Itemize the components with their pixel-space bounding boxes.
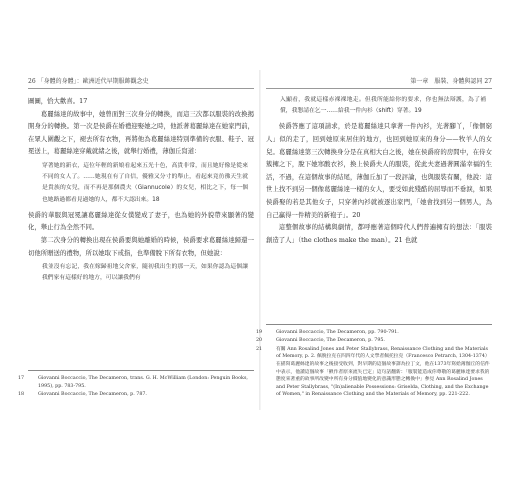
left-page-number: 26 — [28, 78, 36, 85]
footnote: 17 Giovanni Boccaccio, The Decameron, trans. G. H. McWilliam (London: Penguin Books, 1995), pp. 783-795. — [18, 376, 248, 389]
left-paragraph-4: 第二次身分的轉換出現在侯爵要與她離婚的時候，侯爵要求葛麗絲達歸還一切他所贈送的禮物，所以她取下戒指，也準備脫下所有衣物，但她說： — [28, 235, 254, 257]
left-paragraph-2: 葛麗絲達的故事中，她曾面對三次身分的轉換，而這三次都以服裝的改換揭開身分的轉換。第一次是侯爵在婚禮迎娶她之時，他派著葛麗絲達在她家門前，在眾人圍觀之下，褪去所有衣物，再將他為葛麗絲達特別準備的衣服、鞋子、冠冕送上，葛麗絲達穿戴就緒之後，就舉行婚禮，薄伽丘寫道： — [28, 109, 254, 156]
left-block-quote-2: 我並沒有忘記，我在嫁歸祖地父舍家，隨初我出生的那一天，如果你認為這個讓我們家有這樣好的地方，可以讓我們有 — [42, 264, 248, 282]
left-paragraph-1: 圖圖，恰大歡喜。17 — [28, 97, 88, 105]
right-running-header — [266, 76, 492, 89]
right-header-title: 第一章 服裝、身體與認同 — [410, 78, 483, 85]
right-page — [256, 76, 492, 406]
footnote: 19 Giovanni Boccaccio, The Decameron, pp. 790-791. — [256, 329, 399, 335]
book-gutter — [259, 70, 261, 410]
left-footnotes — [18, 370, 254, 400]
right-block-quote-continued: 入顯看，我就這樣赤裸裸地走。但我所能給你的要求，你也無法辯護，為了補償，我懇請在乞一……給我一件內衫（shift）穿著。19 — [280, 97, 486, 115]
footnote: 21 有關 Ann Rosalind Jones and Peter Stallybrass, Renaissance Clothing and the Materials of Memory, p. 2. 佩脫拉克在四四年代的人文學者佩托拉克（Francesco Petrarch, 1304-1374）在描寫葛麗絲達的故事之後接受收到，對早期的這個故事譯為拉丁文，他在1373年寫給薄伽丘的信件中表示，他讀這個故事「揪作者原來流失已定」這句話翻新：「服裝能造成你尊敬的葛麗絲達要求我的態度來著重的故事所改變中所有身分價值地變化的意識形態之轉換中」參見 Ann Rosalind Jones and Peter Stallybrass, "(In)alienable Possessions: Griselda, Clothing, and the Exchange of Women," in Renaissance Clothing and the Materials of Memory, pp. 221-222. — [256, 346, 490, 398]
right-page-number: 27 — [484, 78, 492, 85]
right-paragraph-2: 這整個故事的結構與劇情，都呼應著這個時代人們普遍擁有的想法：「服裝創造了人」（the clothes make the man）。21 也就 — [266, 223, 492, 244]
right-footnotes — [256, 324, 492, 400]
footnote: 18 Giovanni Boccaccio, The Decameron, p. 787. — [18, 392, 147, 398]
left-paragraph-3: 侯爵的華服與冠冕讓葛麗絲達從女僕變成了妻子，也為她的外貌帶來顯著的變化，舉止行為全然不同。 — [28, 210, 254, 232]
left-header-title: 「身體的身體」：歐洲近代早期服飾觀念史 — [37, 78, 149, 85]
footnote: 20 Giovanni Boccaccio, The Decameron, p. 795. — [256, 338, 385, 344]
right-paragraph-1: 侯爵答應了這項請求，於是葛麗絲達只拿著一件內衫，光著腳丫，「像個窮人」似的走了，回到她原來居住的地方，也回到她原來的身分——牧羊人的女兒。葛麗絲達第三次轉換身分是在真相大白之後，她在侯爵府的房間中，在侍女簇擁之下，脫下她寒酸衣衫，換上侯爵夫人的服裝，從此夫妻過著圓滿幸福的生活，不過，在這個故事的結尾，薄伽丘加了一段評論，也與服裝有關，他說：這世上找不到另一個像葛麗絲達一樣的女人，要受如此殘酷的屈辱而不垂淚，如果侯爵娶的若是其他女子，只穿著內衫就被逐出家門，「她會找到另一個男人，為自己贏得一件精美的新袍子」。20 — [266, 122, 492, 219]
left-running-header — [28, 76, 254, 89]
left-page — [18, 76, 254, 406]
left-block-quote-1: 穿著她的新衣，這位年輕的新娘看起來五光十色，高貴非常，而且她好像是從來不同的女人了。……她現在有了自信，優雅又分寸的舉止，看起來竟彷彿天生就是貴族的女兒，而不再是那個農夫（Giannucole）的女兒，相比之下，每一個也她路過都看見過她的人，都不大認出來。18 — [42, 162, 248, 203]
